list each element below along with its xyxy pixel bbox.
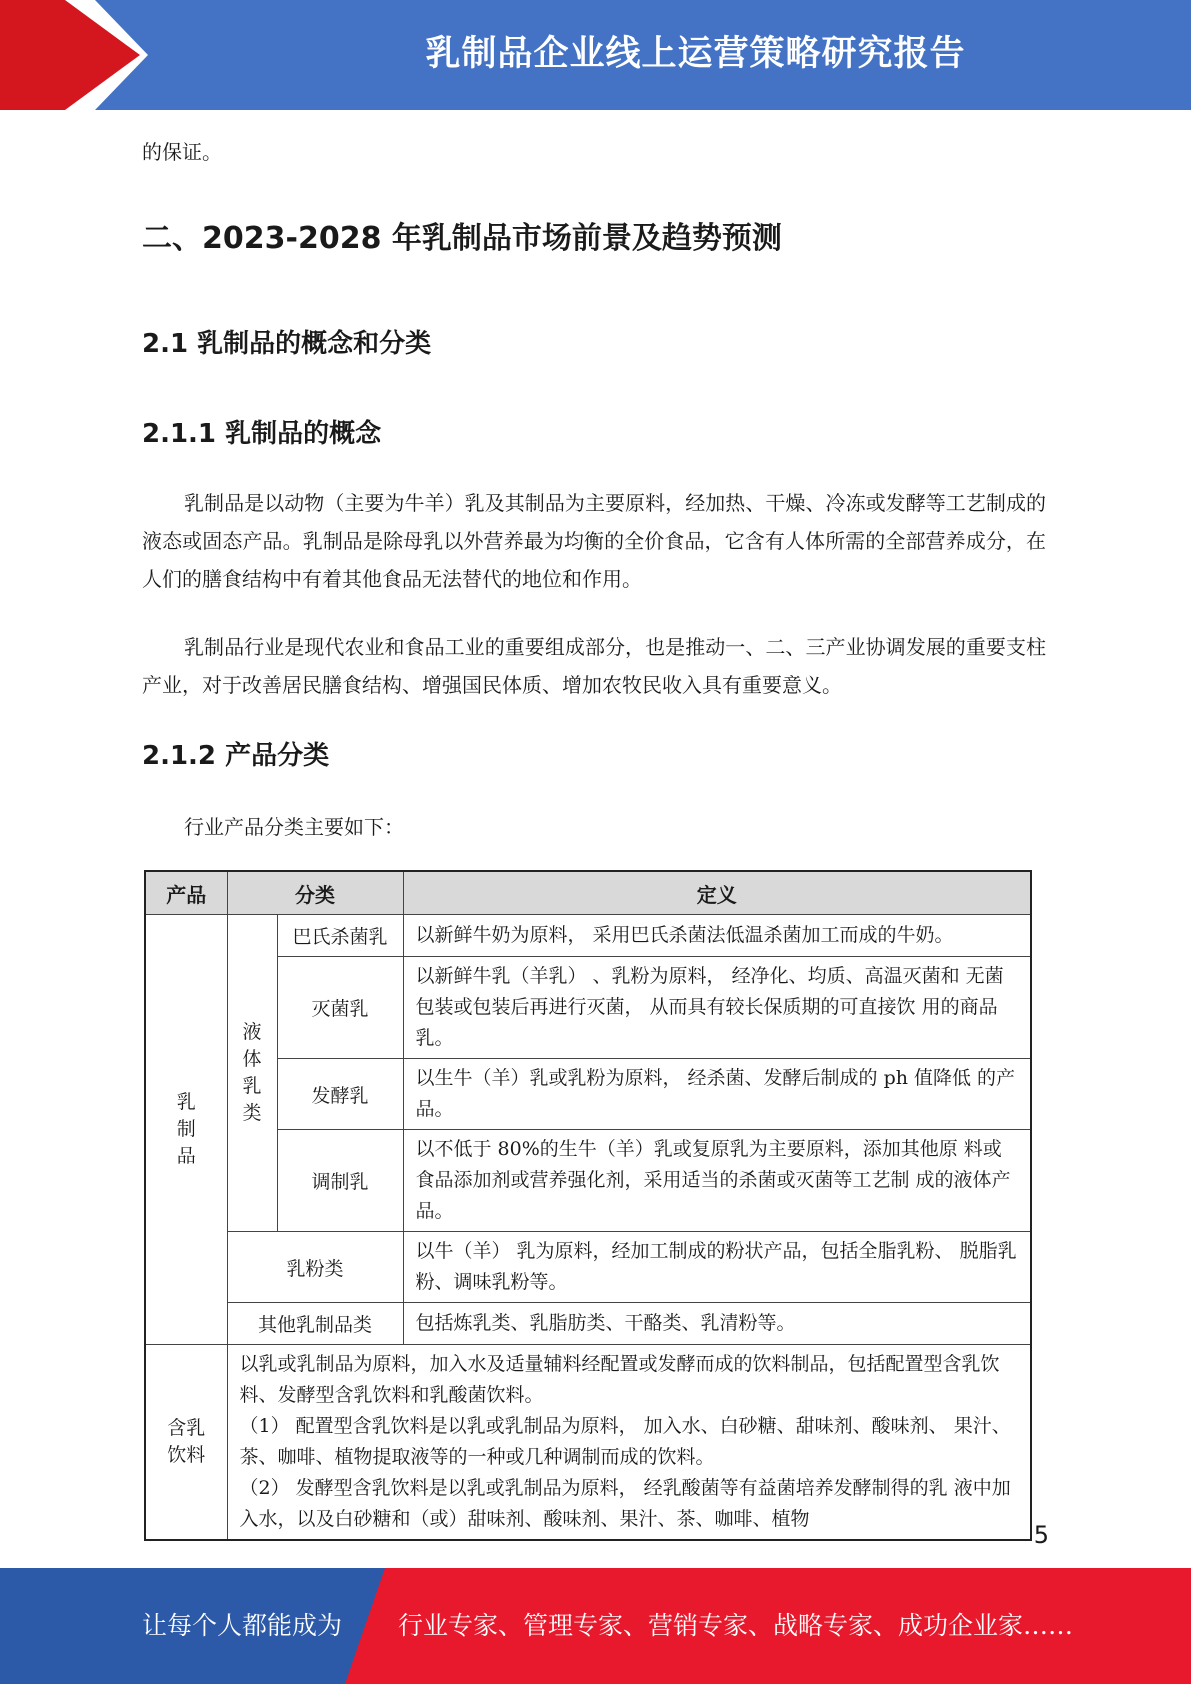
report-title: 乳制品企业线上运营策略研究报告 [425,34,966,74]
intro-fragment: 的保证。 [142,140,222,164]
category-name: 灭菌乳 [277,957,403,1059]
page-footer [0,1568,1191,1684]
milk-drink-line: 以乳或乳制品为原料，加入水及适量辅料经配置或发酵而成的饮料制品，包括配置型含乳饮料、发酵型含乳饮料和乳酸菌饮料。 [239,1353,1000,1406]
footer-slogan-left: 让每个人都能成为 [142,1611,343,1640]
table-row [145,915,1031,957]
subsection-title: 2.1 乳制品的概念和分类 [142,329,432,359]
paragraph: 乳制品是以动物（主要为牛羊）乳及其制品为主要原料，经加热、干燥、冷冻或发酵等工艺制成的液态或固态产品。乳制品是除母乳以外营养最为均衡的全价食品，它含有人体所需的全部营养成分，在人们的膳食结构中有着其他食品无法替代的地位和作用。 [142,491,1046,591]
table-row [145,1303,1031,1345]
category-definition: 以新鲜牛奶为原料， 采用巴氏杀菌法低温杀菌加工而成的牛奶。 [403,915,1031,957]
liquid-milk-label: 液 体 乳 类 [227,915,277,1232]
section-title: 二、2023-2028 年乳制品市场前景及趋势预测 [142,221,782,256]
header-definition: 定义 [403,871,1031,915]
subsection-title-2-1-1: 2.1.1 乳制品的概念 [142,419,382,449]
category-definition: 以生牛（羊）乳或乳粉为原料， 经杀菌、发酵后制成的 ph 值降低 的产品。 [403,1059,1031,1130]
category-definition: 以新鲜牛乳（羊乳） 、乳粉为原料， 经净化、均质、高温灭菌和 无菌包装或包装后再进行灭菌， 从而具有较长保质期的可直接饮 用的商品乳。 [403,957,1031,1059]
table-intro: 行业产品分类主要如下： [184,815,404,839]
header-category: 分类 [227,871,403,915]
subsection-title-2-1-2: 2.1.2 产品分类 [142,741,330,771]
page-number: 5 [1033,1521,1049,1549]
category-definition: 以不低于 80%的生牛（羊）乳或复原乳为主要原料，添加其他原 料或食品添加剂或营养强化剂，采用适当的杀菌或灭菌等工艺制 成的液体产品。 [403,1130,1031,1232]
product-classification-table [144,870,1032,1541]
category-name: 巴氏杀菌乳 [277,915,403,957]
footer-slogan-right: 行业专家、管理专家、营销专家、战略专家、成功企业家…… [398,1611,1074,1640]
table-row [145,1345,1031,1541]
category-definition: 包括炼乳类、乳脂肪类、干酪类、乳清粉等。 [403,1303,1031,1345]
milk-drink-definition [227,1345,1031,1541]
paragraph: 乳制品行业是现代农业和食品工业的重要组成部分，也是推动一、二、三产业协调发展的重要支柱产业，对于改善居民膳食结构、增强国民体质、增加农牧民收入具有重要意义。 [142,635,1046,697]
category-name: 其他乳制品类 [227,1303,403,1345]
table-row [145,957,1031,1059]
category-definition: 以牛（羊） 乳为原料，经加工制成的粉状产品，包括全脂乳粉、 脱脂乳粉、调味乳粉等。 [403,1232,1031,1303]
milk-drink-label: 含乳 饮料 [145,1345,227,1541]
category-name: 发酵乳 [277,1059,403,1130]
header-red-arrow [0,0,220,110]
page-header [0,0,1191,110]
milk-drink-line: （2） 发酵型含乳饮料是以乳或乳制品为原料， 经乳酸菌等有益菌培养发酵制得的乳 液中加入水，以及白砂糖和（或）甜味剂、酸味剂、果汁、茶、咖啡、植物 [239,1477,1011,1530]
table-row [145,1232,1031,1303]
header-product: 产品 [145,871,227,915]
table-row [145,1059,1031,1130]
category-name: 调制乳 [277,1130,403,1232]
dairy-label: 乳 制 品 [145,915,227,1345]
table-header-row [145,871,1031,915]
table-row [145,1130,1031,1232]
milk-drink-line: （1） 配置型含乳饮料是以乳或乳制品为原料， 加入水、白砂糖、甜味剂、酸味剂、 果汁、茶、咖啡、植物提取液等的一种或几种调制而成的饮料。 [239,1415,1011,1468]
category-name: 乳粉类 [227,1232,403,1303]
